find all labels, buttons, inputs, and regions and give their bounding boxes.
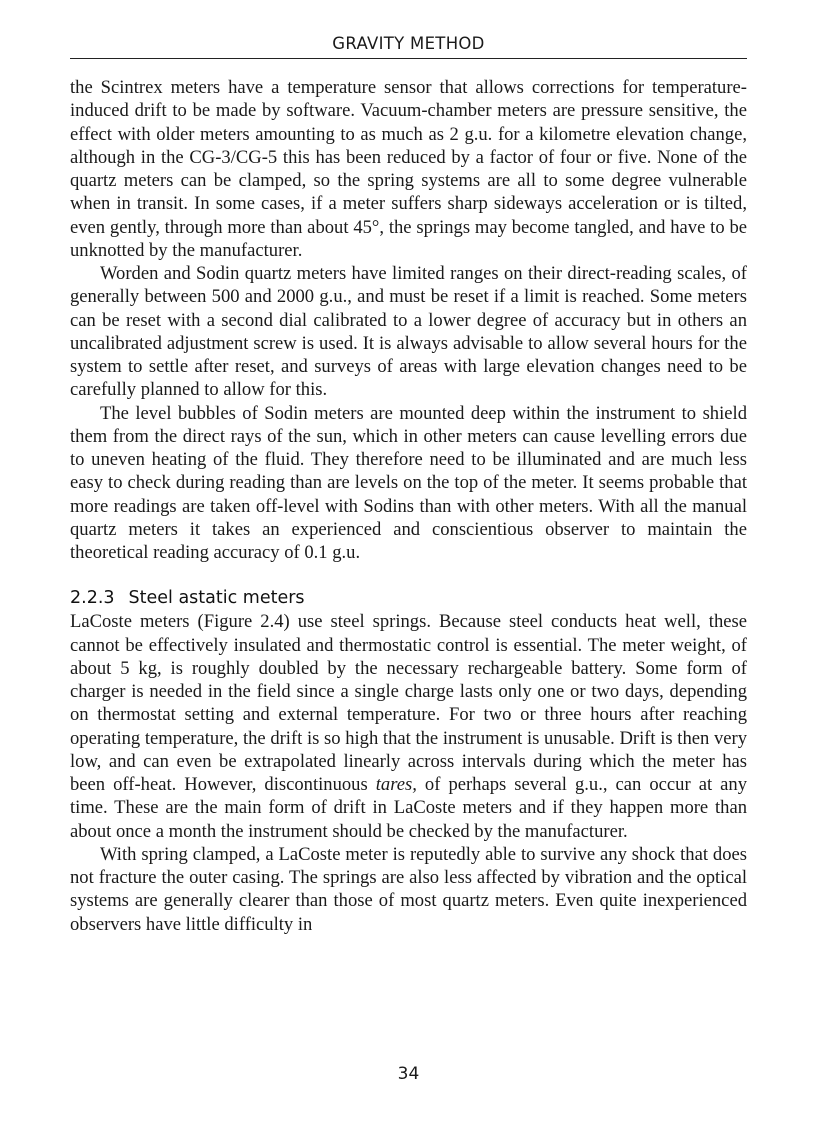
paragraph-text: LaCoste meters (Figure 2.4) use steel springs. Because steel conducts heat well, these cannot be effectively insulated and thermostatic control is essential. The meter weight, of about 5 kg, is roughly doubled by the necessary rechargeable battery. Some form of charger is needed in the field since a single charge lasts only one or two days, depending on thermostat setting and external temperature. For two or three hours after reaching operating temperature, the drift is so high that the instrument is unusable. Drift is then very low, and can even be extrapolated linearly across intervals during which the meter has been off-heat. However, discontinuous xyxy=(70,611,747,795)
page-number: 34 xyxy=(397,1064,420,1084)
paragraph-text: of perhaps several g.u., can occur at any time. These are the main form of drift in LaCoste meters and if they happen more than about once a month the instrument should be checked by the manufacturer. xyxy=(70,774,747,842)
running-head: GRAVITY METHOD xyxy=(332,34,485,53)
header-rule xyxy=(70,58,747,59)
section-heading xyxy=(70,586,747,610)
section-title: Steel astatic meters xyxy=(128,588,305,609)
italic-term: tares, xyxy=(375,774,417,795)
paragraph: The level bubbles of Sodin meters are mounted deep within the instrument to shield them from the direct rays of the sun, which in other meters can cause levelling errors due to uneven heating of the fluid. They therefore need to be illuminated and are much less easy to check during reading than are levels on the top of the meter. It seems probable that more readings are taken off-level with Sodins than with other meters. With all the manual quartz meters it takes an experienced and conscientious observer to maintain the theoretical reading accuracy of 0.1 g.u. xyxy=(70,402,747,563)
paragraph: the Scintrex meters have a temperature sensor that allows corrections for temperature-induced drift to be made by software. Vacuum-chamber meters are pressure sensitive, the effect with older meters amounting to as much as 2 g.u. for a kilometre elevation change, although in the CG-3/CG-5 this has been reduced by a factor of four or five. None of the quartz meters can be clamped, so the spring systems are all to some degree vulnerable when in transit. In some cases, if a meter suffers sharp sideways acceleration or is tilted, even gently, through more than about 45°, the springs may become tangled, and have to be unknotted by the manufacturer. xyxy=(70,77,747,261)
paragraph: Worden and Sodin quartz meters have limited ranges on their direct-reading scales, of generally between 500 and 2000 g.u., and must be reset if a limit is reached. Some meters can be reset with a second dial calibrated to a lower degree of accuracy but in others an uncalibrated adjustment screw is used. It is always advisable to allow several hours for the system to settle after reset, and surveys of areas with large elevation changes need to be carefully planned to allow for this. xyxy=(70,263,747,401)
section-number: 2.2.3 xyxy=(70,588,115,609)
paragraph: With spring clamped, a LaCoste meter is reputedly able to survive any shock that does not fracture the outer casing. The springs are also less affected by vibration and the optical systems are generally clearer than those of most quartz meters. Even quite inexperienced observers have little difficulty in xyxy=(70,843,747,935)
body-text xyxy=(70,76,747,936)
paragraph xyxy=(70,610,747,843)
